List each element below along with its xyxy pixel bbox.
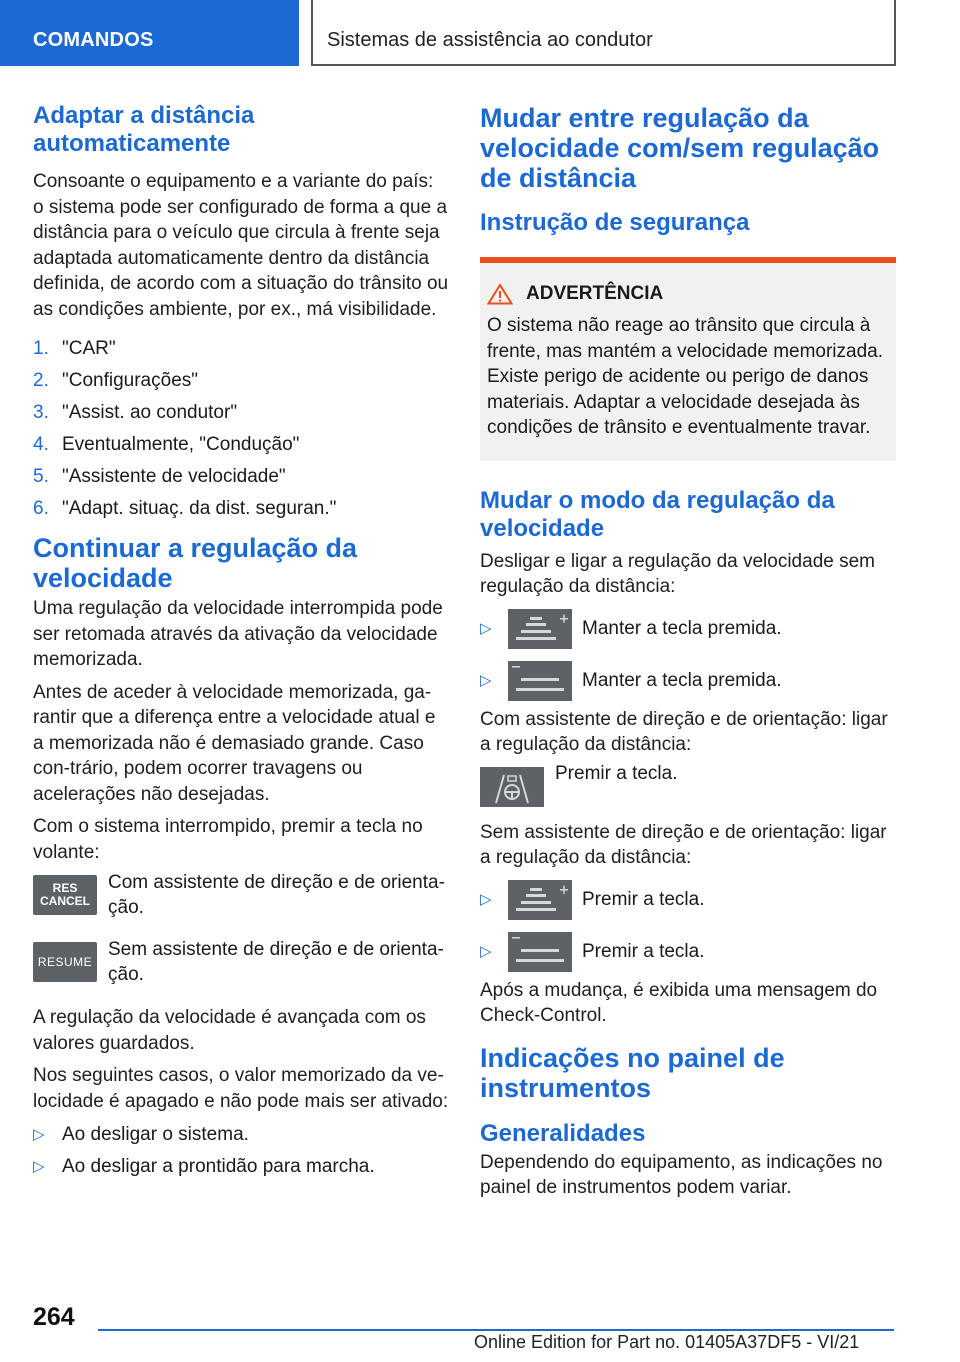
distance-minus-key-icon: [508, 932, 572, 972]
warning-triangle-icon: [487, 283, 513, 305]
continue-paragraph-1: Uma regulação da velocidade interrompida pode ser retomada através da ativação da velocidade memorizada.: [33, 598, 443, 670]
step-text: Eventualmente, "Condução": [62, 434, 300, 455]
distance-minus-key-icon: [508, 661, 572, 701]
warning-box: [480, 257, 896, 461]
triangle-bullet-icon: ▷: [480, 620, 492, 637]
press-plus-row: [480, 880, 896, 920]
page-number: 264: [33, 1303, 75, 1331]
list-item: [33, 368, 449, 393]
list-item: [33, 432, 449, 457]
key-label-cancel: CANCEL: [40, 894, 90, 908]
triangle-bullet-icon: ▷: [480, 891, 492, 908]
step-text: "Assistente de velocidade": [62, 466, 286, 487]
step-text: "CAR": [62, 338, 116, 359]
continue-paragraph-4: A regulação da velocidade é avançada com os valores guardados.: [33, 1007, 426, 1054]
chapter-title: Sistemas de assistência ao condutor: [311, 0, 896, 66]
change-mode-text: Desligar e ligar a regulação da velocidade sem regulação da distância:: [480, 550, 876, 597]
continue-paragraph-2: Antes de aceder à velocidade memorizada, ga-rantir que a diferença entre a velocidade atual e a memorizada não é demasiado grande. Caso con-trário, podem ocorrer travagens ou acelerações não desejadas.: [33, 681, 436, 805]
resume-row: [33, 939, 449, 987]
step-number: 4.: [33, 434, 49, 455]
res-cancel-row: [33, 872, 449, 920]
general-text: Dependendo do equipamento, as indicações no painel de instrumentos podem variar.: [480, 1151, 883, 1198]
with-assistant-text: Com assistente de direção e de orientação: ligar a regulação da distância:: [480, 708, 888, 755]
resume-key-icon: RESUME: [33, 942, 97, 982]
steering-assist-key-icon: [480, 767, 544, 807]
adapt-distance-text: Consoante o equipamento e a variante do país: o sistema pode ser configurado de forma a que a distância para o veículo que circula à frente seja adaptada automaticamente dentro da distância definida, de acordo com a situação do trânsito ou as condições ambiente, por ex., má visibilidade.: [33, 171, 449, 320]
edition-text: Online Edition for Part no. 01405A37DF5 - VI/21: [474, 1332, 860, 1352]
key-label-res: RES: [52, 881, 78, 895]
press-plus-text: Premir a tecla.: [582, 888, 705, 910]
distance-plus-key-icon: [508, 609, 572, 649]
step-number: 6.: [33, 498, 49, 519]
hold-plus-text: Manter a tecla premida.: [582, 617, 782, 639]
press-minus-row: [480, 932, 896, 972]
step-number: 5.: [33, 466, 49, 487]
continue-paragraph-5: Nos seguintes casos, o valor memorizado da ve-locidade é apagado e não pode mais ser ativado:: [33, 1065, 449, 1112]
res-cancel-key-icon: [33, 875, 97, 915]
press-minus-text: Premir a tecla.: [582, 940, 705, 962]
section-tab: COMANDOS: [0, 0, 299, 66]
list-item: [33, 400, 449, 425]
steering-assist-row: [480, 762, 896, 807]
after-change-text: Após a mudança, é exibida uma mensagem do Check-Control.: [480, 979, 878, 1026]
hold-minus-row: [480, 661, 896, 701]
step-number: 2.: [33, 370, 49, 391]
case-text: Ao desligar a prontidão para marcha.: [62, 1156, 375, 1177]
case-text: Ao desligar o sistema.: [62, 1124, 249, 1145]
triangle-bullet-icon: ▷: [33, 1126, 45, 1143]
res-cancel-description: Com assistente de direção e de orienta-ção.: [108, 872, 445, 918]
safety-heading: Instrução de segurança: [480, 209, 750, 236]
change-mode-heading: Mudar o modo da regulação da velocidade: [480, 486, 835, 542]
footer-divider: [98, 1329, 894, 1331]
left-column: [33, 100, 449, 1186]
menu-steps-list: [33, 336, 449, 521]
continue-speed-heading: Continuar a regulação da velocidade: [33, 533, 358, 593]
instrument-panel-heading: Indicações no painel de instrumentos: [480, 1042, 785, 1103]
step-text: "Adapt. situaç. da dist. seguran.": [62, 498, 337, 519]
continue-paragraph-3: Com o sistema interrompido, premir a tecla no volante:: [33, 816, 423, 863]
erase-cases-list: [33, 1122, 449, 1179]
press-key-text: Premir a tecla.: [555, 762, 678, 784]
warning-header: [487, 283, 889, 305]
triangle-bullet-icon: ▷: [33, 1158, 45, 1175]
switch-regulation-heading: Mudar entre regulação da velocidade com/sem regulação de distância: [480, 103, 880, 193]
step-text: "Assist. ao condutor": [62, 402, 238, 423]
without-assistant-text: Sem assistente de direção e de orientação: ligar a regulação da distância:: [480, 821, 887, 868]
general-heading: Generalidades: [480, 1119, 646, 1147]
list-item: [33, 336, 449, 361]
hold-plus-row: [480, 609, 896, 649]
hold-minus-text: Manter a tecla premida.: [582, 669, 782, 691]
step-number: 3.: [33, 402, 49, 423]
triangle-bullet-icon: ▷: [480, 943, 492, 960]
list-item: [33, 496, 449, 521]
right-column: [480, 100, 896, 1201]
distance-plus-key-icon: [508, 880, 572, 920]
list-item: [33, 1154, 449, 1179]
page-header: [0, 0, 960, 66]
list-item: [33, 464, 449, 489]
warning-title: ADVERTÊNCIA: [526, 283, 664, 304]
resume-description: Sem assistente de direção e de orienta-ção.: [108, 939, 444, 985]
adapt-distance-heading: Adaptar a distância automaticamente: [33, 102, 255, 157]
triangle-bullet-icon: ▷: [480, 672, 492, 689]
list-item: [33, 1122, 449, 1147]
step-text: "Configurações": [62, 370, 199, 391]
step-number: 1.: [33, 338, 49, 359]
warning-text: O sistema não reage ao trânsito que circula à frente, mas mantém a velocidade memorizada. Existe perigo de acidente ou perigo de danos materiais. Adaptar a velocidade desejada às condições de trânsito e eventualmente travar.: [487, 315, 884, 438]
